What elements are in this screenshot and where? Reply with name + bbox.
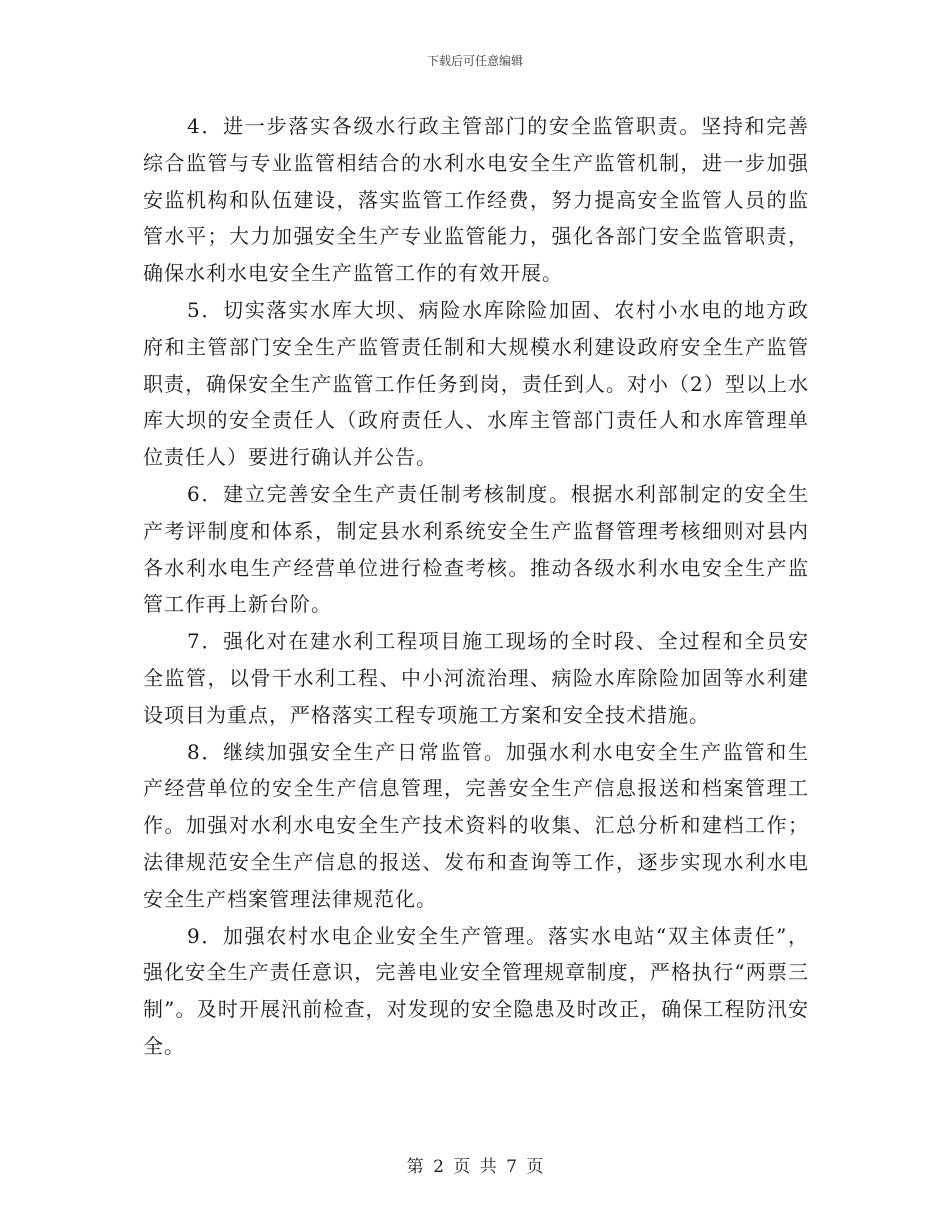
document-body <box>143 108 809 1065</box>
paragraph-item-7: 7．强化对在建水利工程项目施工现场的全时段、全过程和全员安全监管，以骨干水利工程、中小河流治理、病险水库除险加固等水利建设项目为重点，严格落实工程专项施工方案和安全技术措施。 <box>143 629 809 727</box>
paragraph-item-6: 6．建立完善安全生产责任制考核制度。根据水利部制定的安全生产考评制度和体系，制定县水利系统安全生产监督管理考核细则对县内各水利水电生产经营单位进行检查考核。推动各级水利水电安全生产监管工作再上新台阶。 <box>143 481 809 617</box>
page-header: 下载后可任意编辑 <box>426 54 523 68</box>
paragraph-item-9: 9．加强农村水电企业安全生产管理。落实水电站“双主体责任”，强化安全生产责任意识，完善电业安全管理规章制度，严格执行“两票三制”。及时开展汛前检查，对发现的安全隐患及时改正，确保工程防汛安全。 <box>143 923 809 1058</box>
page-number-footer: 第 2 页 共 7 页 <box>406 1157 544 1177</box>
paragraph-item-8: 8．继续加强安全生产日常监管。加强水利水电安全生产监管和生产经营单位的安全生产信息管理，完善安全生产信息报送和档案管理工作。加强对水利水电安全生产技术资料的收集、汇总分析和建档工作；法律规范安全生产信息的报送、发布和查询等工作，逐步实现水利水电安全生产档案管理法律规范化。 <box>143 739 809 911</box>
paragraph-item-4: 4．进一步落实各级水行政主管部门的安全监管职责。坚持和完善综合监管与专业监管相结合的水利水电安全生产监管机制，进一步加强安监机构和队伍建设，落实监管工作经费，努力提高安全监管人员的监管水平；大力加强安全生产专业监管能力，强化各部门安全监管职责，确保水利水电安全生产监管工作的有效开展。 <box>143 114 809 286</box>
paragraph-item-5: 5．切实落实水库大坝、病险水库除险加固、农村小水电的地方政府和主管部门安全生产监管责任制和大规模水利建设政府安全生产监管职责，确保安全生产监管工作任务到岗，责任到人。对小（2）型以上水库大坝的安全责任人（政府责任人、水库主管部门责任人和水库管理单位责任人）要进行确认并公告。 <box>143 297 809 470</box>
